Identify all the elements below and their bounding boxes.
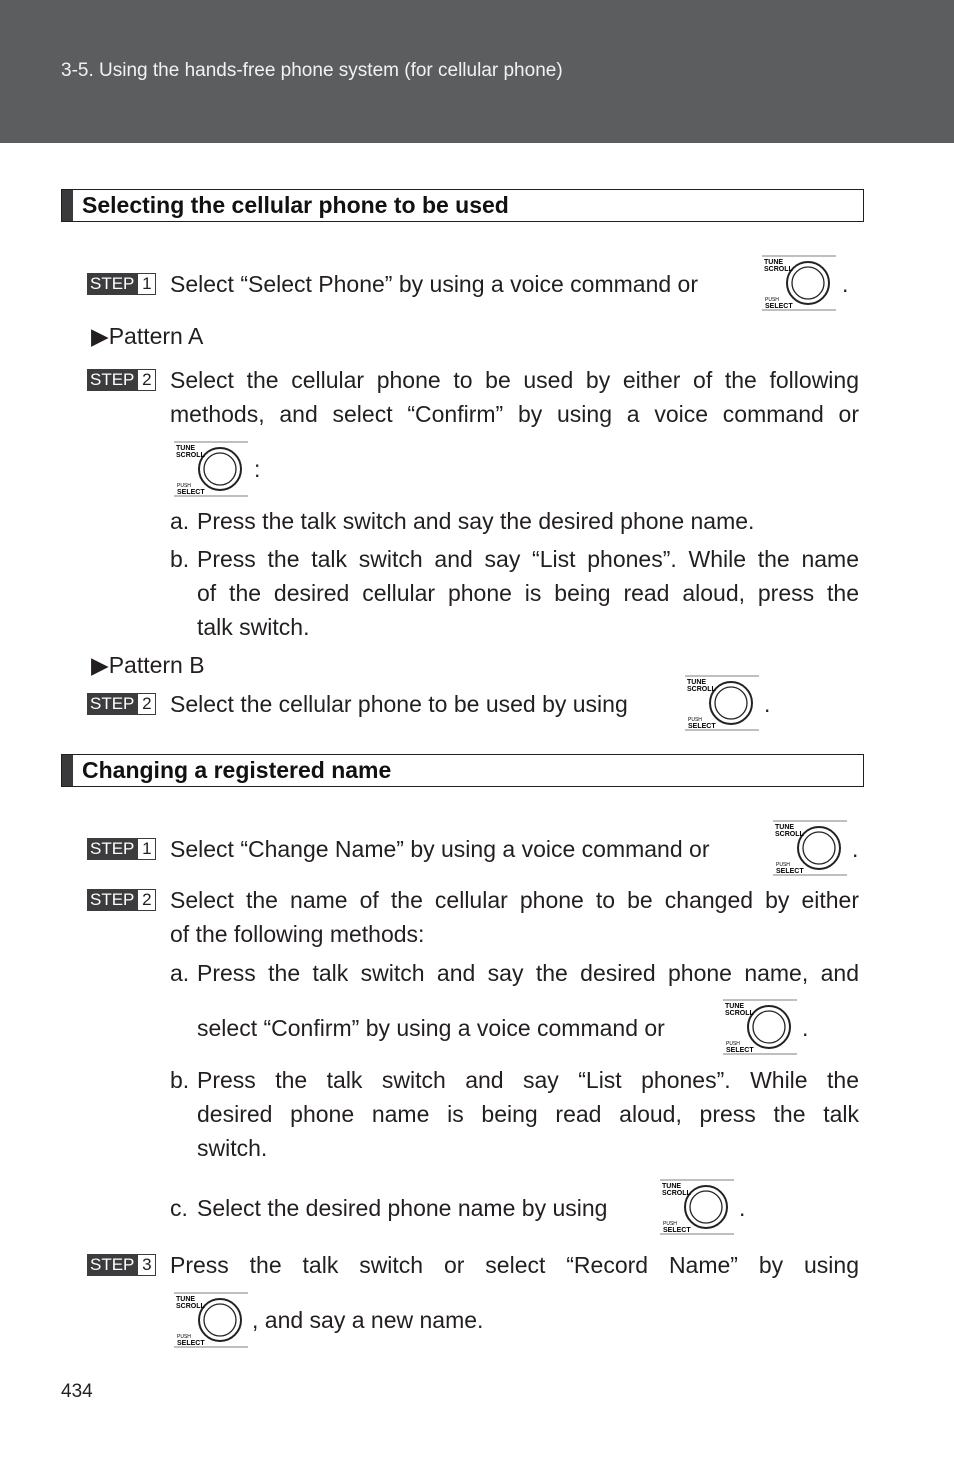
tune-scroll-knob-icon (174, 441, 248, 497)
tune-scroll-knob-icon (762, 255, 836, 311)
section-heading-change-name (61, 754, 864, 787)
tune-scroll-knob-icon (723, 999, 797, 1055)
svg-text:SCROLL: SCROLL (176, 1303, 205, 1310)
tune-scroll-knob-icon (174, 1292, 248, 1348)
punctuation: . (802, 1015, 809, 1041)
svg-text:TUNE: TUNE (176, 445, 196, 452)
step-badge (87, 1254, 156, 1276)
step-text: of the following methods: (170, 921, 425, 947)
list-item-text: Select the desired phone name by using (197, 1195, 608, 1221)
step-badge (87, 693, 156, 715)
punctuation: . (842, 271, 849, 297)
svg-text:SELECT: SELECT (726, 1047, 754, 1054)
svg-text:SELECT: SELECT (776, 868, 804, 875)
step-number: 2 (137, 369, 156, 391)
svg-text:PUSH: PUSH (765, 297, 779, 303)
step-number: 2 (137, 693, 156, 715)
list-marker: b. (170, 1067, 190, 1093)
svg-text:PUSH: PUSH (776, 862, 790, 868)
svg-text:SELECT: SELECT (663, 1227, 691, 1234)
svg-text:TUNE: TUNE (725, 1003, 745, 1010)
step-badge (87, 273, 156, 295)
section-heading-select-phone (61, 189, 864, 222)
step-label: STEP (87, 273, 137, 295)
svg-text:PUSH: PUSH (177, 1334, 191, 1340)
svg-text:SELECT: SELECT (177, 489, 205, 496)
step-badge (87, 369, 156, 391)
punctuation: . (739, 1195, 746, 1221)
page-number: 434 (61, 1381, 93, 1402)
page-header (0, 0, 954, 143)
step-badge (87, 838, 156, 860)
list-marker: a. (170, 508, 190, 534)
svg-text:PUSH: PUSH (726, 1041, 740, 1047)
step-label: STEP (87, 889, 137, 911)
punctuation: : (254, 456, 261, 482)
punctuation: . (764, 691, 771, 717)
step-text: Select “Select Phone” by using a voice command or (170, 271, 698, 297)
tune-scroll-knob-icon (773, 820, 847, 876)
step-label: STEP (87, 1254, 137, 1276)
svg-text:PUSH: PUSH (177, 483, 191, 489)
list-item-text: select “Confirm” by using a voice command or (197, 1015, 665, 1041)
list-marker: b. (170, 546, 190, 572)
svg-text:SCROLL: SCROLL (764, 266, 793, 273)
svg-text:SELECT: SELECT (177, 1340, 205, 1347)
list-item-text: Press the talk switch and say the desired phone name, and (197, 960, 859, 986)
svg-text:SCROLL: SCROLL (662, 1190, 691, 1197)
step-text: Select the name of the cellular phone to be changed by either (170, 887, 859, 913)
step-text: Select the cellular phone to be used by using (170, 691, 628, 717)
svg-text:PUSH: PUSH (688, 717, 702, 723)
section-title: Selecting the cellular phone to be used (82, 192, 509, 218)
step-number: 3 (137, 1254, 156, 1276)
step-label: STEP (87, 369, 137, 391)
svg-text:TUNE: TUNE (775, 824, 795, 831)
step-number: 2 (137, 889, 156, 911)
step-number: 1 (137, 838, 156, 860)
list-marker: a. (170, 960, 190, 986)
pattern-a-label: ▶Pattern A (91, 323, 204, 349)
svg-text:SCROLL: SCROLL (775, 831, 804, 838)
pattern-b-label: ▶Pattern B (91, 652, 205, 678)
svg-text:TUNE: TUNE (764, 259, 784, 266)
step-label: STEP (87, 693, 137, 715)
svg-text:SELECT: SELECT (688, 723, 716, 730)
step-badge (87, 889, 156, 911)
step-text: Select the cellular phone to be used by either of the following (170, 367, 859, 393)
step-number: 1 (137, 273, 156, 295)
step-label: STEP (87, 838, 137, 860)
tune-scroll-knob-icon (660, 1179, 734, 1235)
step-text: Select “Change Name” by using a voice command or (170, 836, 710, 862)
list-item-text: switch. (197, 1135, 268, 1161)
svg-text:SCROLL: SCROLL (687, 686, 716, 693)
step-text: , and say a new name. (252, 1307, 484, 1333)
step-text: Press the talk switch or select “Record Name” by using (170, 1252, 859, 1278)
svg-text:SCROLL: SCROLL (176, 452, 205, 459)
svg-text:SCROLL: SCROLL (725, 1010, 754, 1017)
list-item-text: Press the talk switch and say the desired phone name. (197, 508, 755, 534)
svg-text:TUNE: TUNE (687, 679, 707, 686)
svg-text:TUNE: TUNE (662, 1183, 682, 1190)
list-item-text: desired phone name is being read aloud, press the talk (197, 1101, 859, 1127)
svg-text:PUSH: PUSH (663, 1221, 677, 1227)
tune-scroll-knob-icon (685, 675, 759, 731)
list-marker: c. (170, 1195, 188, 1221)
svg-text:TUNE: TUNE (176, 1296, 196, 1303)
breadcrumb: 3-5. Using the hands-free phone system (for cellular phone) (61, 60, 563, 81)
list-item-text: Press the talk switch and say “List phones”. While the name (197, 546, 859, 572)
list-item-text: talk switch. (197, 614, 310, 640)
list-item-text: Press the talk switch and say “List phones”. While the (197, 1067, 859, 1093)
section-title: Changing a registered name (82, 757, 392, 783)
step-text: methods, and select “Confirm” by using a voice command or (170, 401, 859, 427)
punctuation: . (852, 836, 859, 862)
svg-text:SELECT: SELECT (765, 303, 793, 310)
list-item-text: of the desired cellular phone is being read aloud, press the (197, 580, 859, 606)
